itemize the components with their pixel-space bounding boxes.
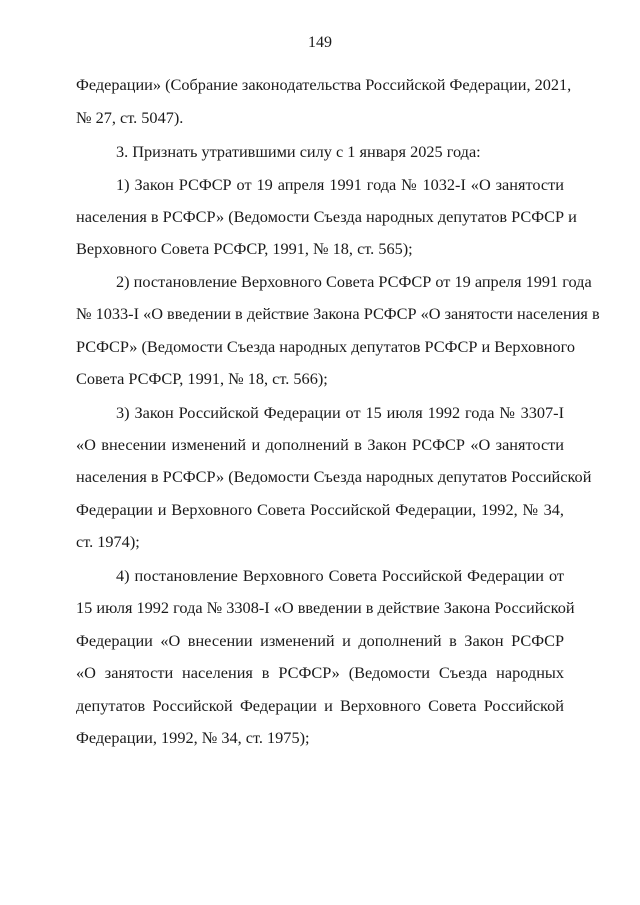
- text-line: Верховного Совета РСФСР, 1991, № 18, ст. 565);: [76, 239, 413, 258]
- text-line: Федерации и Верховного Совета Российской Федерации, 1992, № 34,: [76, 500, 564, 519]
- text-line: 1) Закон РСФСР от 19 апреля 1991 года № 1032-I «О занятости: [116, 175, 564, 194]
- text-line: 15 июля 1992 года № 3308-I «О введении в действие Закона Российской: [76, 598, 575, 617]
- text-line: Федерации» (Собрание законодательства Российской Федерации, 2021,: [76, 75, 572, 94]
- text-line: 3) Закон Российской Федерации от 15 июля 1992 года № 3307-I: [116, 403, 564, 422]
- page-number: 149: [308, 34, 332, 51]
- text-line: «О занятости населения в РСФСР» (Ведомости Съезда народных: [76, 663, 564, 682]
- text-line: Совета РСФСР, 1991, № 18, ст. 566);: [76, 369, 328, 388]
- text-line: 2) постановление Верховного Совета РСФСР от 19 апреля 1991 года: [116, 272, 592, 291]
- text-line: № 27, ст. 5047).: [76, 108, 184, 127]
- text-line: № 1033-I «О введении в действие Закона РСФСР «О занятости населения в: [76, 304, 600, 323]
- text-line: Федерации «О внесении изменений и дополнений в Закон РСФСР: [76, 631, 564, 650]
- text-line: РСФСР» (Ведомости Съезда народных депутатов РСФСР и Верховного: [76, 337, 576, 356]
- text-line: 4) постановление Верховного Совета Российской Федерации от: [116, 566, 564, 585]
- text-line: ст. 1974);: [76, 532, 140, 551]
- text-line: населения в РСФСР» (Ведомости Съезда народных депутатов Российской: [76, 467, 592, 486]
- text-line: «О внесении изменений и дополнений в Закон РСФСР «О занятости: [76, 435, 564, 454]
- text-line: Федерации, 1992, № 34, ст. 1975);: [76, 728, 310, 747]
- text-line: населения в РСФСР» (Ведомости Съезда народных депутатов РСФСР и: [76, 207, 577, 226]
- text-line: 3. Признать утратившими силу с 1 января 2025 года:: [116, 142, 481, 161]
- text-line: депутатов Российской Федерации и Верховного Совета Российской: [76, 696, 564, 715]
